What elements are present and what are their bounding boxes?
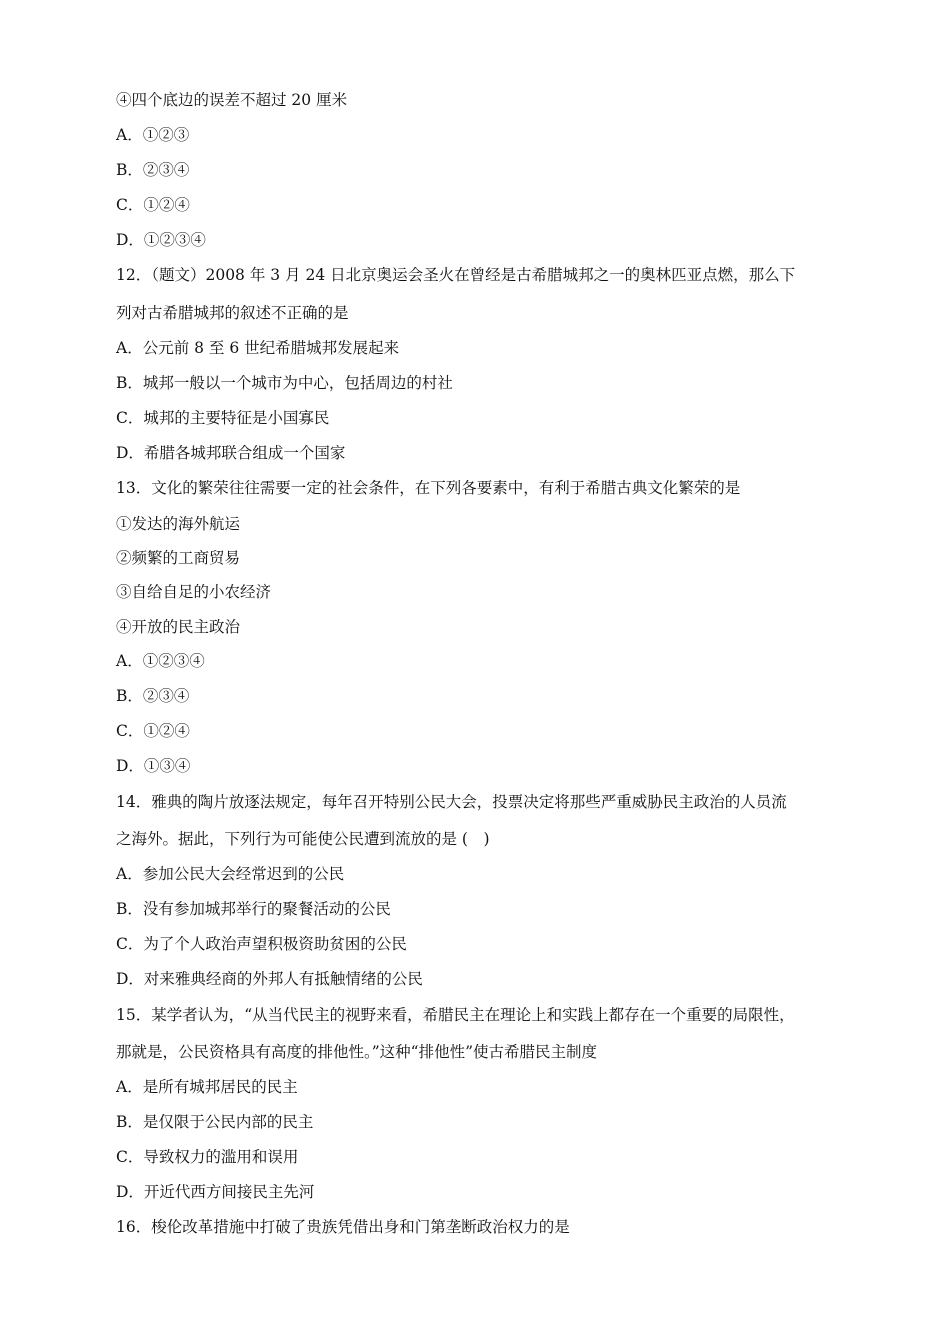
- question-12: 12．（题文）2008 年 3 月 24 日北京奥运会圣火在曾经是古希腊城邦之一的奥林匹亚点燃，那么下: [116, 266, 796, 284]
- option-line: B．②③④: [116, 687, 190, 705]
- option-line: D．对来雅典经商的外邦人有抵触情绪的公民: [116, 970, 423, 988]
- option-line: D．希腊各城邦联合组成一个国家: [116, 444, 346, 462]
- option-line: B．没有参加城邦举行的聚餐活动的公民: [116, 900, 391, 918]
- question-15: 15．某学者认为，“从当代民主的视野来看，希腊民主在理论上和实践上都存在一个重要的局限性，: [116, 1006, 795, 1024]
- option-line: ④四个底边的误差不超过 20 厘米: [116, 91, 348, 109]
- option-line: D．①②③④: [116, 231, 206, 249]
- option-line: ②频繁的工商贸易: [116, 549, 241, 567]
- question-14: 14．雅典的陶片放逐法规定，每年召开特别公民大会，投票决定将那些严重威胁民主政治的人员流: [116, 793, 787, 811]
- option-line: B．是仅限于公民内部的民主: [116, 1113, 314, 1131]
- option-line: A．①②③: [116, 126, 190, 144]
- option-line: C．①②④: [116, 196, 190, 214]
- option-line: ④开放的民主政治: [116, 618, 241, 636]
- question-16: 16．梭伦改革措施中打破了贵族凭借出身和门第垄断政治权力的是: [116, 1218, 570, 1236]
- option-line: A．是所有城邦居民的民主: [116, 1078, 298, 1096]
- option-line: D．①③④: [116, 757, 191, 775]
- option-line: B．②③④: [116, 161, 190, 179]
- question-text: 那就是，公民资格具有高度的排他性。”这种“排他性”使古希腊民主制度: [116, 1043, 598, 1061]
- option-line: C．①②④: [116, 722, 190, 740]
- option-line: ③自给自足的小农经济: [116, 583, 272, 601]
- option-line: ①发达的海外航运: [116, 515, 241, 533]
- option-line: A．公元前 8 至 6 世纪希腊城邦发展起来: [116, 339, 400, 357]
- option-line: A．①②③④: [116, 652, 205, 670]
- option-line: A．参加公民大会经常迟到的公民: [116, 865, 345, 883]
- option-line: C．城邦的主要特征是小国寡民: [116, 409, 330, 427]
- question-13: 13．文化的繁荣往往需要一定的社会条件，在下列各要素中，有利于希腊古典文化繁荣的是: [116, 479, 741, 497]
- option-line: C．为了个人政治声望积极资助贫困的公民: [116, 935, 407, 953]
- option-line: C．导致权力的滥用和误用: [116, 1148, 299, 1166]
- question-text: 列对古希腊城邦的叙述不正确的是: [116, 304, 349, 322]
- option-line: D．开近代西方间接民主先河: [116, 1183, 315, 1201]
- option-line: B．城邦一般以一个城市为中心，包括周边的村社: [116, 374, 453, 392]
- question-text: 之海外。据此，下列行为可能使公民遭到流放的是 ( ): [116, 830, 490, 848]
